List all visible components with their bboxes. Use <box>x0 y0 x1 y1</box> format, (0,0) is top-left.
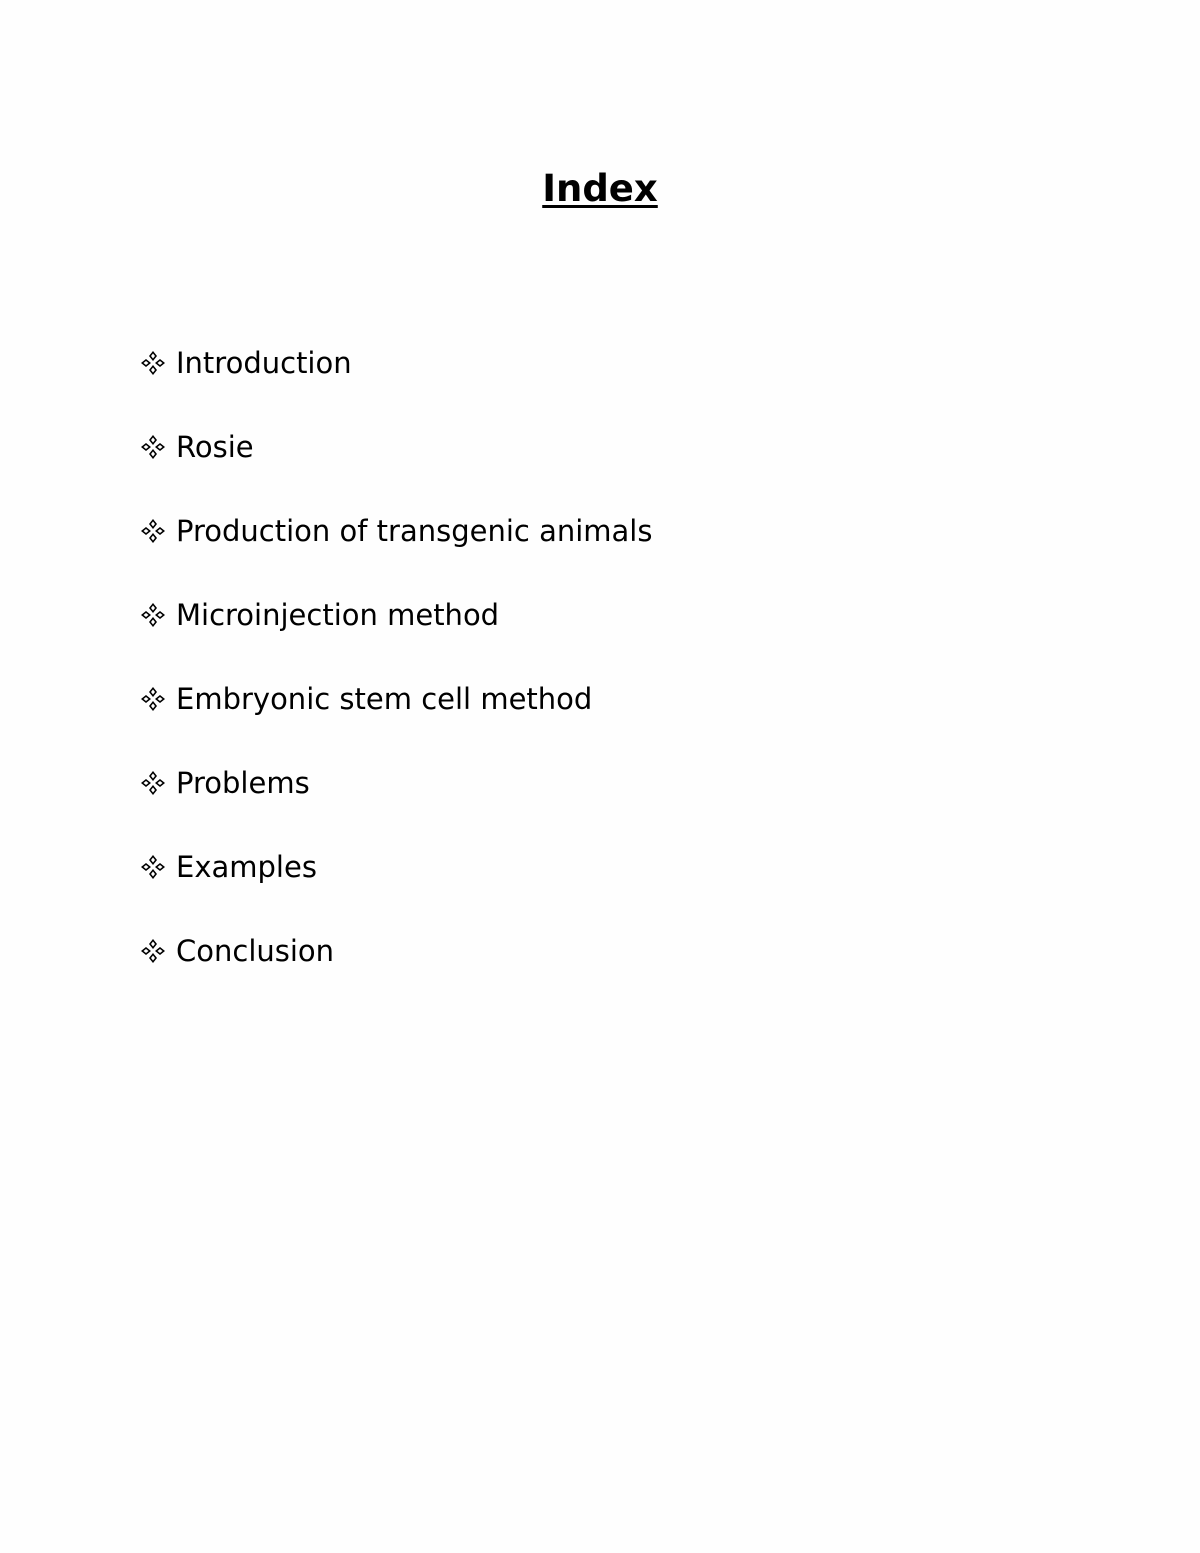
page-title: Index <box>542 166 658 210</box>
index-item <box>140 844 652 928</box>
index-item-label: Conclusion <box>176 934 335 968</box>
four-diamond-bullet-icon <box>140 854 166 880</box>
four-diamond-bullet-icon <box>140 686 166 712</box>
four-diamond-bullet-icon <box>140 602 166 628</box>
four-diamond-bullet-icon <box>140 350 166 376</box>
four-diamond-bullet-icon <box>140 518 166 544</box>
index-item-label: Problems <box>176 766 310 800</box>
four-diamond-bullet-icon <box>140 770 166 796</box>
index-item <box>140 676 652 760</box>
index-list <box>140 340 652 1012</box>
index-item-label: Examples <box>176 850 317 884</box>
four-diamond-bullet-icon <box>140 938 166 964</box>
index-item <box>140 340 652 424</box>
index-item <box>140 592 652 676</box>
index-item-label: Production of transgenic animals <box>176 514 653 548</box>
index-item-label: Microinjection method <box>176 598 500 632</box>
index-item-label: Introduction <box>176 346 352 380</box>
index-item <box>140 508 652 592</box>
index-item-label: Embryonic stem cell method <box>176 682 593 716</box>
index-item <box>140 928 652 1012</box>
index-item <box>140 424 652 508</box>
four-diamond-bullet-icon <box>140 434 166 460</box>
index-item <box>140 760 652 844</box>
index-item-label: Rosie <box>176 430 254 464</box>
